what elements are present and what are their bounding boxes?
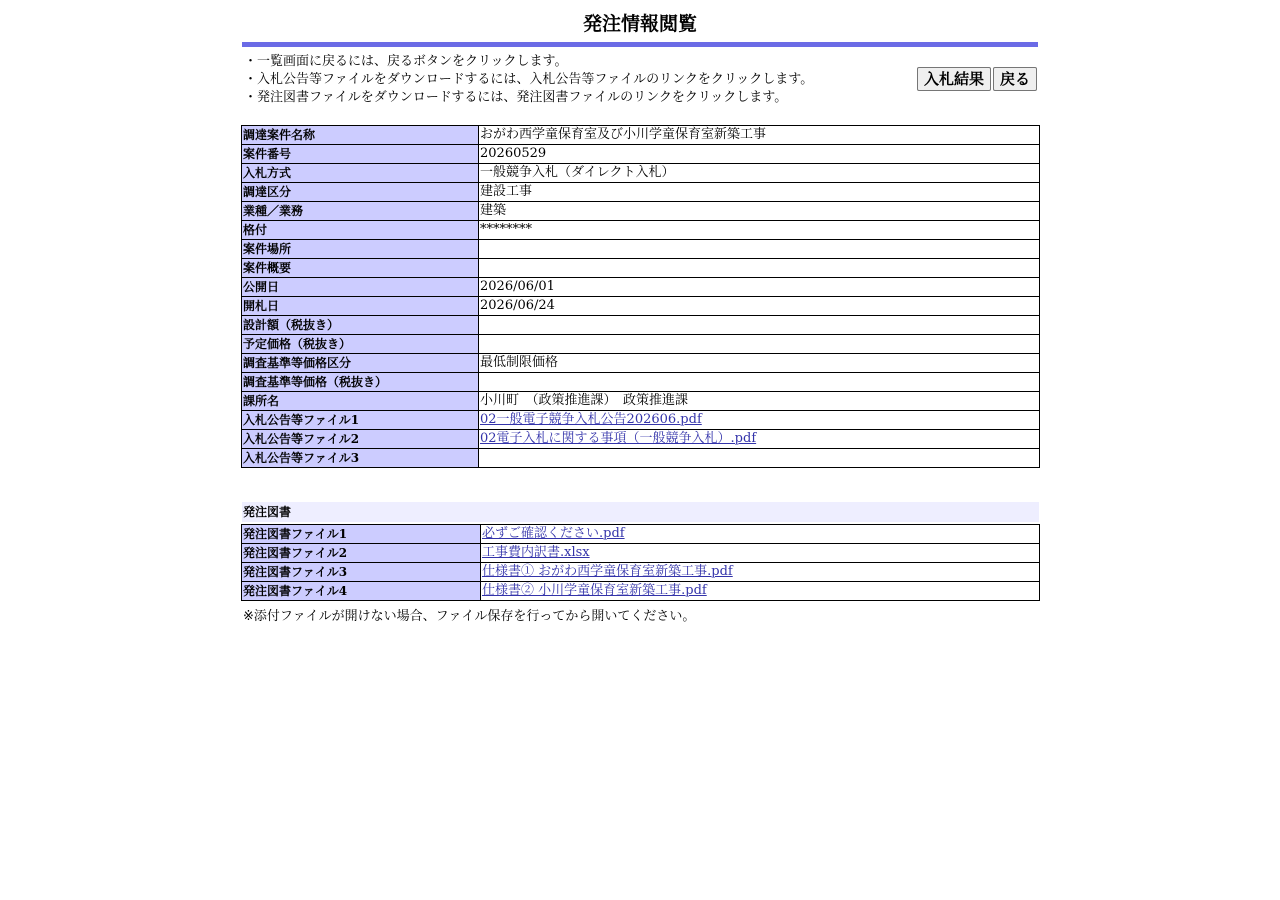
page-title: 発注情報閲覧 [582, 13, 697, 35]
table-row [242, 221, 1040, 240]
row-value: ******** [479, 221, 1040, 240]
table-row [242, 430, 1040, 449]
row-label: 発注図書ファイル3 [242, 563, 481, 582]
drawing-file-link-2[interactable]: 工事費内訳書.xlsx [482, 545, 590, 560]
notice-file-cell [479, 411, 1040, 430]
procurement-info-table [241, 125, 1040, 468]
drawing-file-cell [481, 582, 1040, 601]
row-label: 発注図書ファイル4 [242, 582, 481, 601]
row-label: 開札日 [242, 297, 479, 316]
drawings-table [241, 524, 1040, 601]
row-label: 公開日 [242, 278, 479, 297]
row-value: 建築 [479, 202, 1040, 221]
instruction-notice-files: ・入札公告等ファイルをダウンロードするには、入札公告等ファイルのリンクをクリックします。 [244, 72, 814, 87]
row-value [479, 240, 1040, 259]
table-row [242, 202, 1040, 221]
row-label: 格付 [242, 221, 479, 240]
row-value: 2026/06/24 [479, 297, 1040, 316]
table-row [242, 411, 1040, 430]
drawing-file-link-1[interactable]: 必ずご確認ください.pdf [482, 526, 625, 541]
drawing-file-link-3[interactable]: 仕様書① おがわ西学童保育室新築工事.pdf [482, 564, 733, 579]
row-value: 2026/06/01 [479, 278, 1040, 297]
row-label: 案件概要 [242, 259, 479, 278]
row-label: 案件場所 [242, 240, 479, 259]
row-label: 入札公告等ファイル3 [242, 449, 479, 468]
bid-results-button[interactable]: 入札結果 [917, 67, 991, 91]
drawing-file-cell [481, 525, 1040, 544]
notice-file-cell [479, 430, 1040, 449]
table-row [242, 582, 1040, 601]
table-row [242, 183, 1040, 202]
row-value: 建設工事 [479, 183, 1040, 202]
table-row [242, 354, 1040, 373]
table-row [242, 525, 1040, 544]
table-row [242, 240, 1040, 259]
row-label: 調査基準等価格（税抜き） [242, 373, 479, 392]
row-label: 課所名 [242, 392, 479, 411]
row-label: 入札公告等ファイル2 [242, 430, 479, 449]
row-value: 最低制限価格 [479, 354, 1040, 373]
page [242, 0, 1038, 624]
row-label: 業種／業務 [242, 202, 479, 221]
table-row [242, 392, 1040, 411]
table-row [242, 563, 1040, 582]
instruction-drawing-files: ・発注図書ファイルをダウンロードするには、発注図書ファイルのリンクをクリックします。 [244, 90, 788, 105]
back-button[interactable]: 戻る [993, 67, 1037, 91]
notice-file-link-1[interactable]: 02一般電子競争入札公告202606.pdf [480, 412, 702, 427]
table-row [242, 145, 1040, 164]
table-row [242, 316, 1040, 335]
row-value: 小川町 （政策推進課） 政策推進課 [479, 392, 1040, 411]
row-label: 発注図書ファイル1 [242, 525, 481, 544]
drawing-file-link-4[interactable]: 仕様書② 小川学童保育室新築工事.pdf [482, 583, 707, 598]
notice-file-link-2[interactable]: 02電子入札に関する事項（一般競争入札）.pdf [480, 431, 757, 446]
drawing-file-cell [481, 563, 1040, 582]
row-value: 20260529 [479, 145, 1040, 164]
row-label: 調達区分 [242, 183, 479, 202]
row-value [479, 449, 1040, 468]
table-row [242, 449, 1040, 468]
row-label: 案件番号 [242, 145, 479, 164]
drawing-file-cell [481, 544, 1040, 563]
row-value: おがわ西学童保育室及び小川学童保育室新築工事 [479, 126, 1040, 145]
footnote: ※添付ファイルが開けない場合、ファイル保存を行ってから開いてください。 [243, 609, 696, 624]
row-value [479, 373, 1040, 392]
table-row [242, 126, 1040, 145]
drawings-section-title: 発注図書 [242, 502, 1039, 522]
button-group [915, 67, 1037, 91]
notice-area [242, 47, 1038, 125]
instruction-back: ・一覧画面に戻るには、戻るボタンをクリックします。 [244, 54, 568, 69]
table-row [242, 259, 1040, 278]
row-label: 調査基準等価格区分 [242, 354, 479, 373]
row-value [479, 316, 1040, 335]
row-value: 一般競争入札（ダイレクト入札） [479, 164, 1040, 183]
instructions [244, 53, 813, 107]
row-value [479, 259, 1040, 278]
table-row [242, 164, 1040, 183]
table-row [242, 297, 1040, 316]
row-label: 調達案件名称 [242, 126, 479, 145]
row-label: 発注図書ファイル2 [242, 544, 481, 563]
row-label: 入札公告等ファイル1 [242, 411, 479, 430]
row-value [479, 335, 1040, 354]
row-label: 予定価格（税抜き） [242, 335, 479, 354]
table-row [242, 335, 1040, 354]
table-row [242, 373, 1040, 392]
row-label: 設計額（税抜き） [242, 316, 479, 335]
table-row [242, 544, 1040, 563]
row-label: 入札方式 [242, 164, 479, 183]
table-row [242, 278, 1040, 297]
